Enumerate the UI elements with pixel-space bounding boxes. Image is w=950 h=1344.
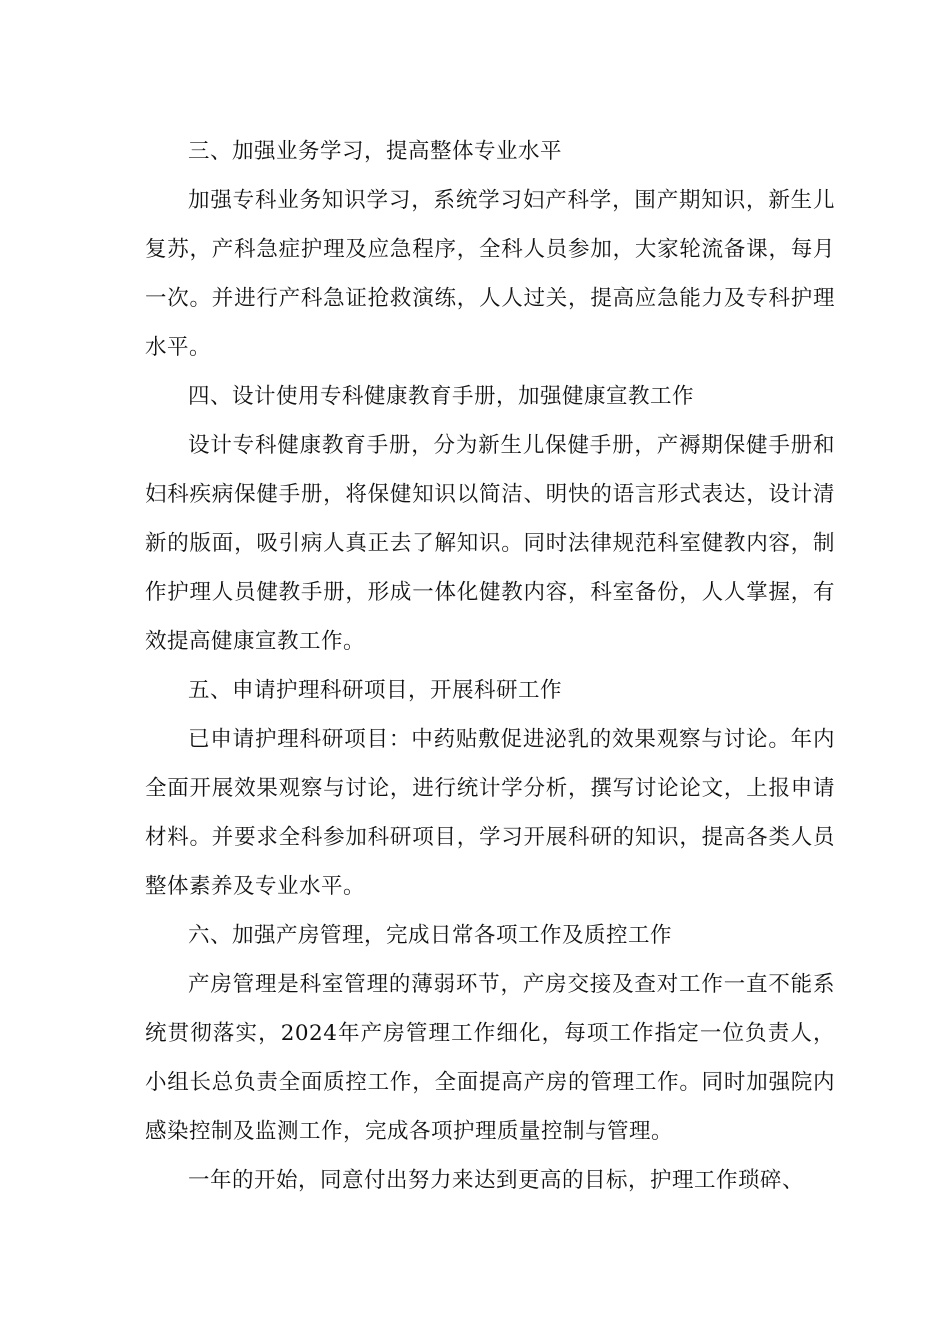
section-heading-5: 五、申请护理科研项目，开展科研工作 bbox=[188, 678, 563, 703]
section-paragraph-4: 设计专科健康教育手册，分为新生儿保健手册，产褥期保健手册和妇科疾病保健手册，将保健知识以简洁、明快的语言形式表达，设计清新的版面，吸引病人真正去了解知识。同时法律规范科室健教内容，制作护理人员健教手册，形成一体化健教内容，科室备份，人人掌握，有效提高健康宣教工作。 bbox=[145, 433, 835, 654]
closing-paragraph: 一年的开始，同意付出努力来达到更高的目标，护理工作琐碎、 bbox=[188, 1168, 805, 1193]
section-paragraph-5: 已申请护理科研项目：中药贴敷促进泌乳的效果观察与讨论。年内全面开展效果观察与讨论，进行统计学分析，撰写讨论论文，上报申请材料。并要求全科参加科研项目，学习开展科研的知识，提高各类人员整体素养及专业水平。 bbox=[145, 727, 835, 899]
section-heading-6: 六、加强产房管理，完成日常各项工作及质控工作 bbox=[188, 923, 673, 948]
document-body bbox=[145, 127, 835, 1205]
section-paragraph-3: 加强专科业务知识学习，系统学习妇产科学，围产期知识，新生儿复苏，产科急症护理及应急程序，全科人员参加，大家轮流备课，每月一次。并进行产科急证抢救演练，人人过关，提高应急能力及专科护理水平。 bbox=[145, 188, 835, 360]
section-paragraph-6: 产房管理是科室管理的薄弱环节，产房交接及查对工作一直不能系统贯彻落实，2024年产房管理工作细化，每项工作指定一位负责人，小组长总负责全面质控工作，全面提高产房的管理工作。同时加强院内感染控制及监测工作，完成各项护理质量控制与管理。 bbox=[145, 972, 835, 1144]
section-heading-4: 四、设计使用专科健康教育手册，加强健康宣教工作 bbox=[188, 384, 695, 409]
section-heading-3: 三、加强业务学习，提高整体专业水平 bbox=[188, 139, 563, 164]
